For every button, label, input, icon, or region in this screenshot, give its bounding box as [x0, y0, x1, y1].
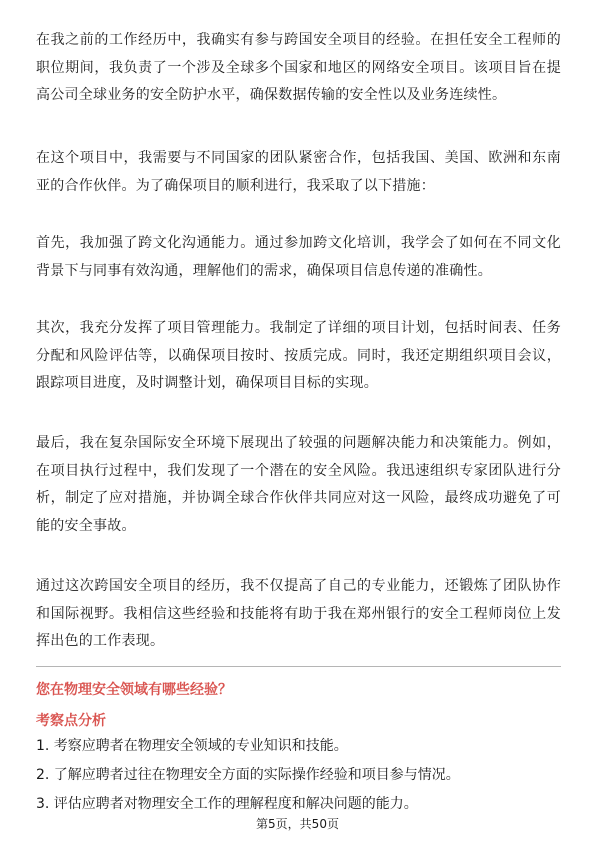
answer-paragraph-4: 其次，我充分发挥了项目管理能力。我制定了详细的项目计划，包括时间表、任务分配和风险评估等，以确保项目按时、按质完成。同时，我还定期组织项目会议，跟踪项目进度，及时调整计划，确保项目目标的实现。: [36, 320, 561, 391]
section-divider: [36, 666, 561, 667]
answer-paragraph-3: 首先，我加强了跨文化沟通能力。通过参加跨文化培训，我学会了如何在不同文化背景下与同事有效沟通，理解他们的需求，确保项目信息传递的准确性。: [36, 235, 561, 279]
page-number-footer: 第5页，共50页: [256, 817, 339, 831]
analysis-point-1: 1. 考察应聘者在物理安全领域的专业知识和技能。: [36, 738, 348, 754]
answer-paragraph-5: 最后，我在复杂国际安全环境下展现出了较强的问题解决能力和决策能力。例如，在项目执行过程中，我们发现了一个潜在的安全风险。我迅速组织专家团队进行分析，制定了应对措施，并协调全球合作伙伴共同应对这一风险，最终成功避免了可能的安全事故。: [36, 435, 561, 534]
analysis-point-2: 2. 了解应聘者过往在物理安全方面的实际操作经验和项目参与情况。: [36, 767, 460, 783]
answer-paragraph-1: 在我之前的工作经历中，我确实有参与跨国安全项目的经验。在担任安全工程师的职位期间，我负责了一个涉及全球多个国家和地区的网络安全项目。该项目旨在提高公司全球业务的安全防护水平，确保数据传输的安全性以及业务连续性。: [36, 32, 561, 103]
answer-paragraph-2: 在这个项目中，我需要与不同国家的团队紧密合作，包括我国、美国、欧洲和东南亚的合作伙伴。为了确保项目的顺利进行，我采取了以下措施：: [36, 150, 561, 194]
interview-question: 您在物理安全领域有哪些经验？: [36, 682, 232, 698]
analysis-heading: 考察点分析: [36, 713, 106, 729]
analysis-point-3: 3. 评估应聘者对物理安全工作的理解程度和解决问题的能力。: [36, 796, 418, 812]
answer-paragraph-6: 通过这次跨国安全项目的经历，我不仅提高了自己的专业能力，还锻炼了团队协作和国际视野。我相信这些经验和技能将有助于我在郑州银行的安全工程师岗位上发挥出色的工作表现。: [36, 578, 561, 649]
